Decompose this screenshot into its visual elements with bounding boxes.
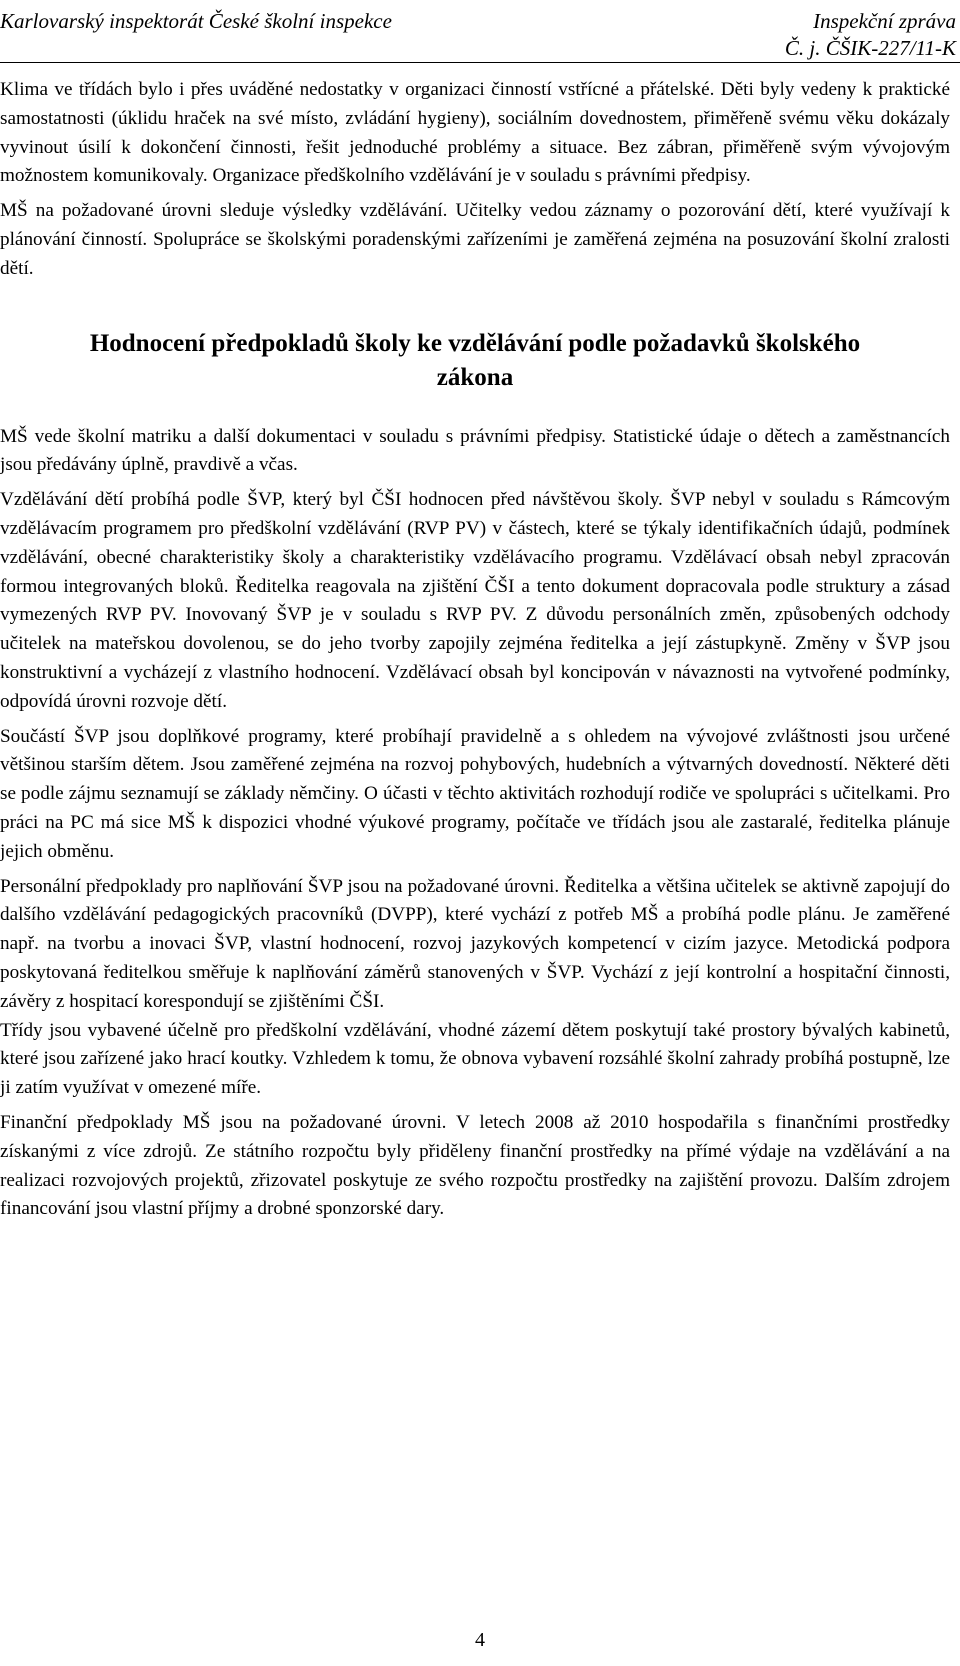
page-number: 4 <box>475 1629 485 1651</box>
paragraph-climate: Klima ve třídách bylo i přes uváděné nedostatky v organizaci činností vstřícné a přátelské. Děti byly vedeny k praktické samostatnosti (úklidu hraček na své místo, zvládání hygieny), sociálním dovednostem, přiměřeně svému věku dokázaly vyvinout úsilí k dokončení činnosti, řešit jednoduché problémy a situace. Bez zábran, přiměřeně svým vývojovým možnostem komunikovaly. Organizace předškolního vzdělávání je v souladu s právními předpisy. <box>0 79 950 187</box>
paragraph-financial: Finanční předpoklady MŠ jsou na požadované úrovni. V letech 2008 až 2010 hospodařila s finančními prostředky získanými z více zdrojů. Ze státního rozpočtu byly přiděleny finanční prostředky na přímé výdaje na vzdělávání a na realizaci rozvojových projektů, zřizovatel poskytuje ze svého rozpočtu prostředky na zajištění provozu. Dalším zdrojem financování jsou vlastní příjmy a drobné sponzorské dary. <box>0 1111 950 1220</box>
document-body <box>0 76 950 1224</box>
paragraph-personnel: Personální předpoklady pro naplňování ŠVP jsou na požadované úrovni. Ředitelka a většina učitelek se aktivně zapojují do dalšího vzdělávání pedagogických pracovníků (DVPP), které vychází z potřeb MŠ a probíhá podle plánu. Je zaměřené např. na tvorbu a inovaci ŠVP, vlastní hodnocení, rozvoj jazykových kompetencí v cizím jazyce. Metodická podpora poskytovaná ředitelkou směřuje k naplňování záměrů stanovených v ŠVP. Vychází z její kontrolní a hospitační činnosti, závěry z hospitací korespondují se zjištěními ČŠI. <box>0 875 950 1012</box>
paragraph-school-register: MŠ vede školní matriku a další dokumentaci v souladu s právními předpisy. Statistické údaje o dětech a zaměstnancích jsou předávány úplně, pravdivě a včas. <box>0 425 950 476</box>
paragraph-facilities: Třídy jsou vybavené účelně pro předškolní vzdělávání, vhodné zázemí dětem poskytují také prostory bývalých kabinetů, které jsou zařízené jako hrací koutky. Vzhledem k tomu, že obnova vybavení rozsáhlé školní zahrady probíhá postupně, lze ji zatím využívat v omezené míře. <box>0 1019 950 1099</box>
header-reference-number: Č. j. ČŠIK-227/11-K <box>784 36 956 60</box>
paragraph-supplementary-programs: Součástí ŠVP jsou doplňkové programy, které probíhají pravidelně a s ohledem na vývojové zvláštnosti jsou určené většinou starším dětem. Jsou zaměřené zejména na rozvoj pohybových, hudebních a výtvarných dovedností. Některé děti se podle zájmu seznamují se základy němčiny. O účasti v těchto aktivitách rozhodují rodiče ve spolupráci s učitelkami. Pro práci na PC má sice MŠ k dispozici vhodné výukové programy, počítače ve třídách jsou ale zastaralé, ředitelka plánuje jejich obměnu. <box>0 725 950 862</box>
page-header <box>0 4 960 63</box>
paragraph-results-monitoring: MŠ na požadované úrovni sleduje výsledky vzdělávání. Učitelky vedou záznamy o pozorování dětí, které využívají k plánování činností. Spolupráce se školskými poradenskými zařízeními je zaměřená zejména na posuzování školní zralosti dětí. <box>0 200 950 279</box>
header-report-info <box>785 8 956 62</box>
paragraph-educational-program: Vzdělávání dětí probíhá podle ŠVP, který byl ČŠI hodnocen před návštěvou školy. ŠVP nebyl v souladu s Rámcovým vzdělávacím programem pro předškolní vzdělávání (RVP PV) v částech, které se týkaly identifikačních údajů, podmínek vzdělávání, obecné charakteristiky školy a charakteristiky vzdělávacího programu. Vzdělávací obsah nebyl zpracován formou integrovaných bloků. Ředitelka reagovala na zjištění ČŠI a tento dokument dopracovala podle struktury a zásad vymezených RVP PV. Inovovaný ŠVP je v souladu s RVP PV. Z důvodu personálních změn, způsobených odchody učitelek na mateřskou dovolenou, se do jeho tvorby zapojily zejména ředitelka a její zástupkyně. Změny v ŠVP jsou konstruktivní a vycházejí z vlastního hodnocení. Vzdělávací obsah byl koncipován v návaznosti na vytvořené podmínky, odpovídá úrovni rozvoje dětí. <box>0 489 950 712</box>
header-inspectorate: Karlovarský inspektorát České školní inspekce <box>0 9 392 33</box>
section-heading: Hodnocení předpokladů školy ke vzdělávání podle požadavků školského zákona <box>89 329 861 391</box>
header-report-title: Inspekční zpráva <box>813 9 956 33</box>
